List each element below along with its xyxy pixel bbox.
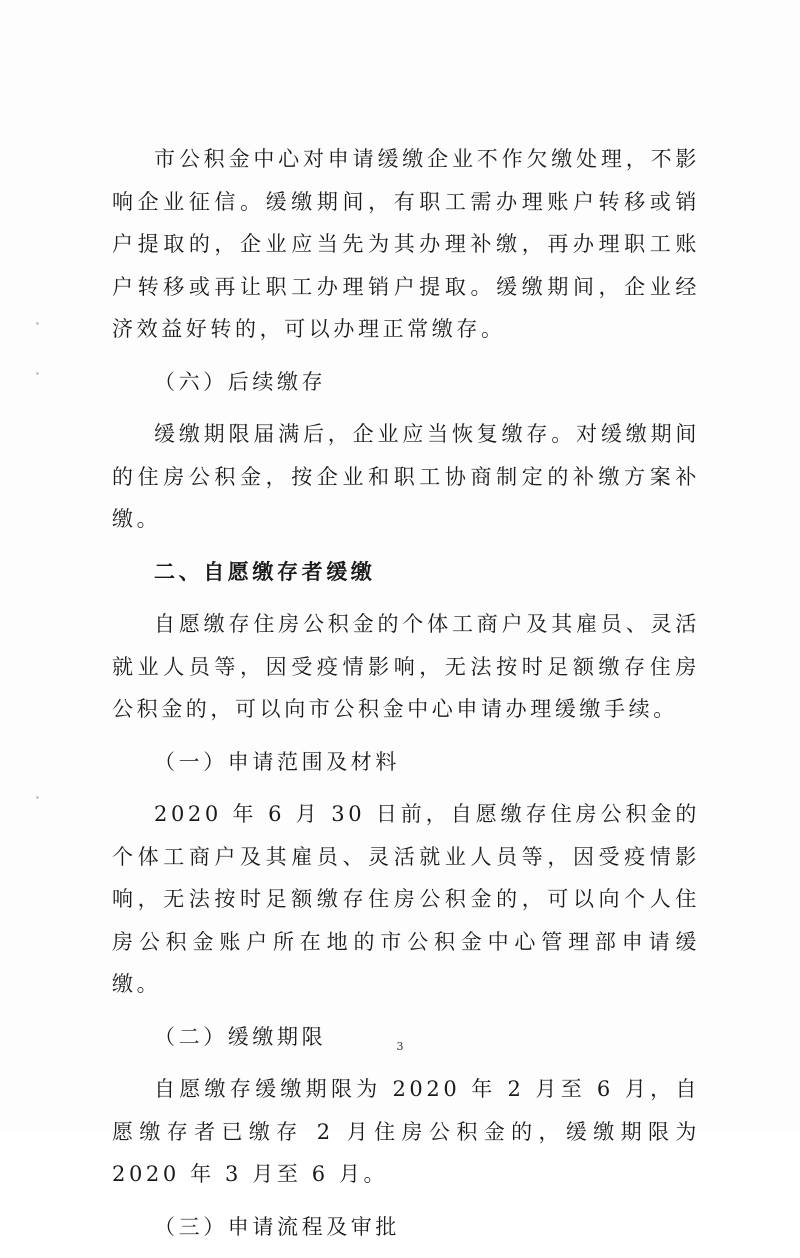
scan-margin-mark (36, 322, 39, 325)
section-heading-voluntary-depositors: 二、自愿缴存者缓缴 (154, 558, 376, 584)
document-body (112, 138, 700, 1258)
paragraph-resume-deposit: 缓缴期限届满后，企业应当恢复缴存。对缓缴期间的住房公积金，按企业和职工协商制定的补缴方案补缴。 (112, 422, 700, 531)
section-heading-scope-materials: （一）申请范围及材料 (154, 749, 400, 774)
paragraph-delay-period: 自愿缴存缓缴期限为 2020 年 2 月至 6 月，自愿缴存者已缴存 2 月住房公积金的，缓缴期限为 2020 年 3 月至 6 月。 (112, 1077, 700, 1186)
paragraph-voluntary-intro: 自愿缴存住房公积金的个体工商户及其雇员、灵活就业人员等，因受疫情影响，无法按时足额缴存住房公积金的，可以向市公积金中心申请办理缓缴手续。 (112, 612, 700, 721)
section-heading-application-process: （三）申请流程及审批 (154, 1214, 400, 1239)
paragraph-scope-materials: 2020 年 6 月 30 日前，自愿缴存住房公积金的个体工商户及其雇员、灵活就业人员等，因受疫情影响，无法按时足额缴存住房公积金的，可以向个人住房公积金账户所在地的市公积金中心管理部申请缓缴。 (112, 802, 700, 996)
scan-margin-mark (36, 372, 39, 375)
scan-margin-mark (36, 796, 39, 799)
paragraph-delay-policy: 市公积金中心对申请缓缴企业不作欠缴处理，不影响企业征信。缓缴期间，有职工需办理账户转移或销户提取的，企业应当先为其办理补缴，再办理职工账户转移或再让职工办理销户提取。缓缴期间，企业经济效益好转的，可以办理正常缴存。 (112, 147, 700, 341)
page-number: 3 (396, 1040, 404, 1053)
section-heading-delay-period: （二）缓缴期限 (154, 1024, 327, 1049)
section-heading-follow-up-deposit: （六）后续缴存 (154, 369, 327, 394)
